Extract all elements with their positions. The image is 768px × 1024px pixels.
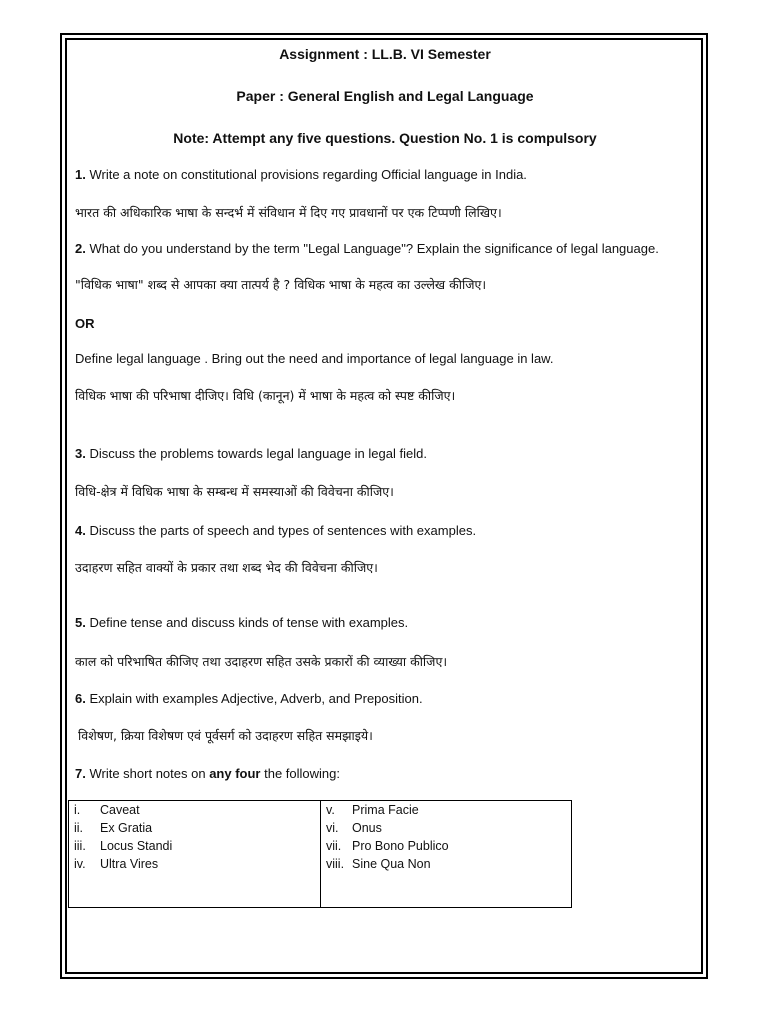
short-notes-table — [68, 800, 572, 908]
question-5 — [75, 615, 408, 631]
term-number: v. — [326, 803, 335, 817]
question-2-alternative: Define legal language . Bring out the need and importance of legal language in law. — [75, 351, 554, 366]
question-text: Define tense and discuss kinds of tense with examples. — [89, 615, 409, 630]
term-item-2 — [74, 820, 152, 836]
question-number: 1. — [75, 167, 86, 182]
question-text: Discuss the problems towards legal language in legal field. — [89, 446, 427, 461]
question-number: 2. — [75, 241, 86, 256]
question-text-lead: Write short notes on — [89, 766, 210, 781]
question-text-emphasis: any four — [209, 766, 261, 781]
assignment-title: Assignment : LL.B. VI Semester — [279, 46, 491, 62]
term-item-3 — [74, 838, 172, 854]
question-2 — [75, 241, 659, 257]
question-1-hindi: भारत की अधिकारिक भाषा के सन्दर्भ में संविधान में दिए गए प्रावधानों पर एक टिप्पणी लिखिए। — [75, 205, 502, 220]
term-label: Caveat — [100, 803, 140, 817]
question-text-tail: the following: — [260, 766, 340, 781]
or-separator: OR — [75, 316, 95, 331]
question-text: Discuss the parts of speech and types of sentences with examples. — [89, 523, 477, 538]
term-item-6 — [326, 820, 382, 836]
question-4 — [75, 523, 476, 539]
term-number: vi. — [326, 821, 339, 835]
term-number: ii. — [74, 821, 84, 835]
question-number: 7. — [75, 766, 86, 781]
term-label: Prima Facie — [352, 803, 419, 817]
instruction-note: Note: Attempt any five questions. Question No. 1 is compulsory — [173, 130, 597, 146]
term-label: Pro Bono Publico — [352, 839, 449, 853]
question-3 — [75, 446, 427, 462]
term-number: iii. — [74, 839, 86, 853]
paper-title: Paper : General English and Legal Language — [236, 88, 534, 104]
question-number: 5. — [75, 615, 86, 630]
question-2-hindi: "विधिक भाषा" शब्द से आपका क्या तात्पर्य है ? विधिक भाषा के महत्व का उल्लेख कीजिए। — [75, 277, 487, 292]
term-item-1 — [74, 802, 140, 818]
question-number: 6. — [75, 691, 86, 706]
term-item-7 — [326, 838, 449, 854]
question-1 — [75, 167, 527, 183]
question-6 — [75, 691, 423, 707]
term-number: vii. — [326, 839, 342, 853]
question-number: 4. — [75, 523, 86, 538]
question-3-hindi: विधि-क्षेत्र में विधिक भाषा के सम्बन्ध में समस्याओं की विवेचना कीजिए। — [75, 484, 394, 499]
question-number: 3. — [75, 446, 86, 461]
term-number: viii. — [326, 857, 345, 871]
question-text: Write a note on constitutional provisions regarding Official language in India. — [89, 167, 527, 182]
term-item-5 — [326, 802, 419, 818]
question-text: What do you understand by the term "Legal Language"? Explain the significance of legal language. — [89, 241, 659, 256]
question-4-hindi: उदाहरण सहित वाक्यों के प्रकार तथा शब्द भेद की विवेचना कीजिए। — [75, 560, 378, 575]
term-number: i. — [74, 803, 81, 817]
term-label: Ultra Vires — [100, 857, 159, 871]
question-6-hindi: विशेषण, क्रिया विशेषण एवं पूर्वसर्ग को उदाहरण सहित समझाइये। — [78, 728, 373, 743]
term-label: Onus — [352, 821, 382, 835]
term-label: Ex Gratia — [100, 821, 153, 835]
table-column-divider — [320, 801, 321, 907]
term-label: Locus Standi — [100, 839, 173, 853]
term-item-8 — [326, 856, 431, 872]
question-2-alternative-hindi: विधिक भाषा की परिभाषा दीजिए। विधि (कानून) में भाषा के महत्व को स्पष्ट कीजिए। — [75, 388, 456, 403]
question-text: Explain with examples Adjective, Adverb, and Preposition. — [89, 691, 423, 706]
question-7 — [75, 766, 340, 782]
question-5-hindi: काल को परिभाषित कीजिए तथा उदाहरण सहित उसके प्रकारों की व्याख्या कीजिए। — [75, 654, 448, 669]
term-item-4 — [74, 856, 158, 872]
term-label: Sine Qua Non — [352, 857, 431, 871]
term-number: iv. — [74, 857, 86, 871]
